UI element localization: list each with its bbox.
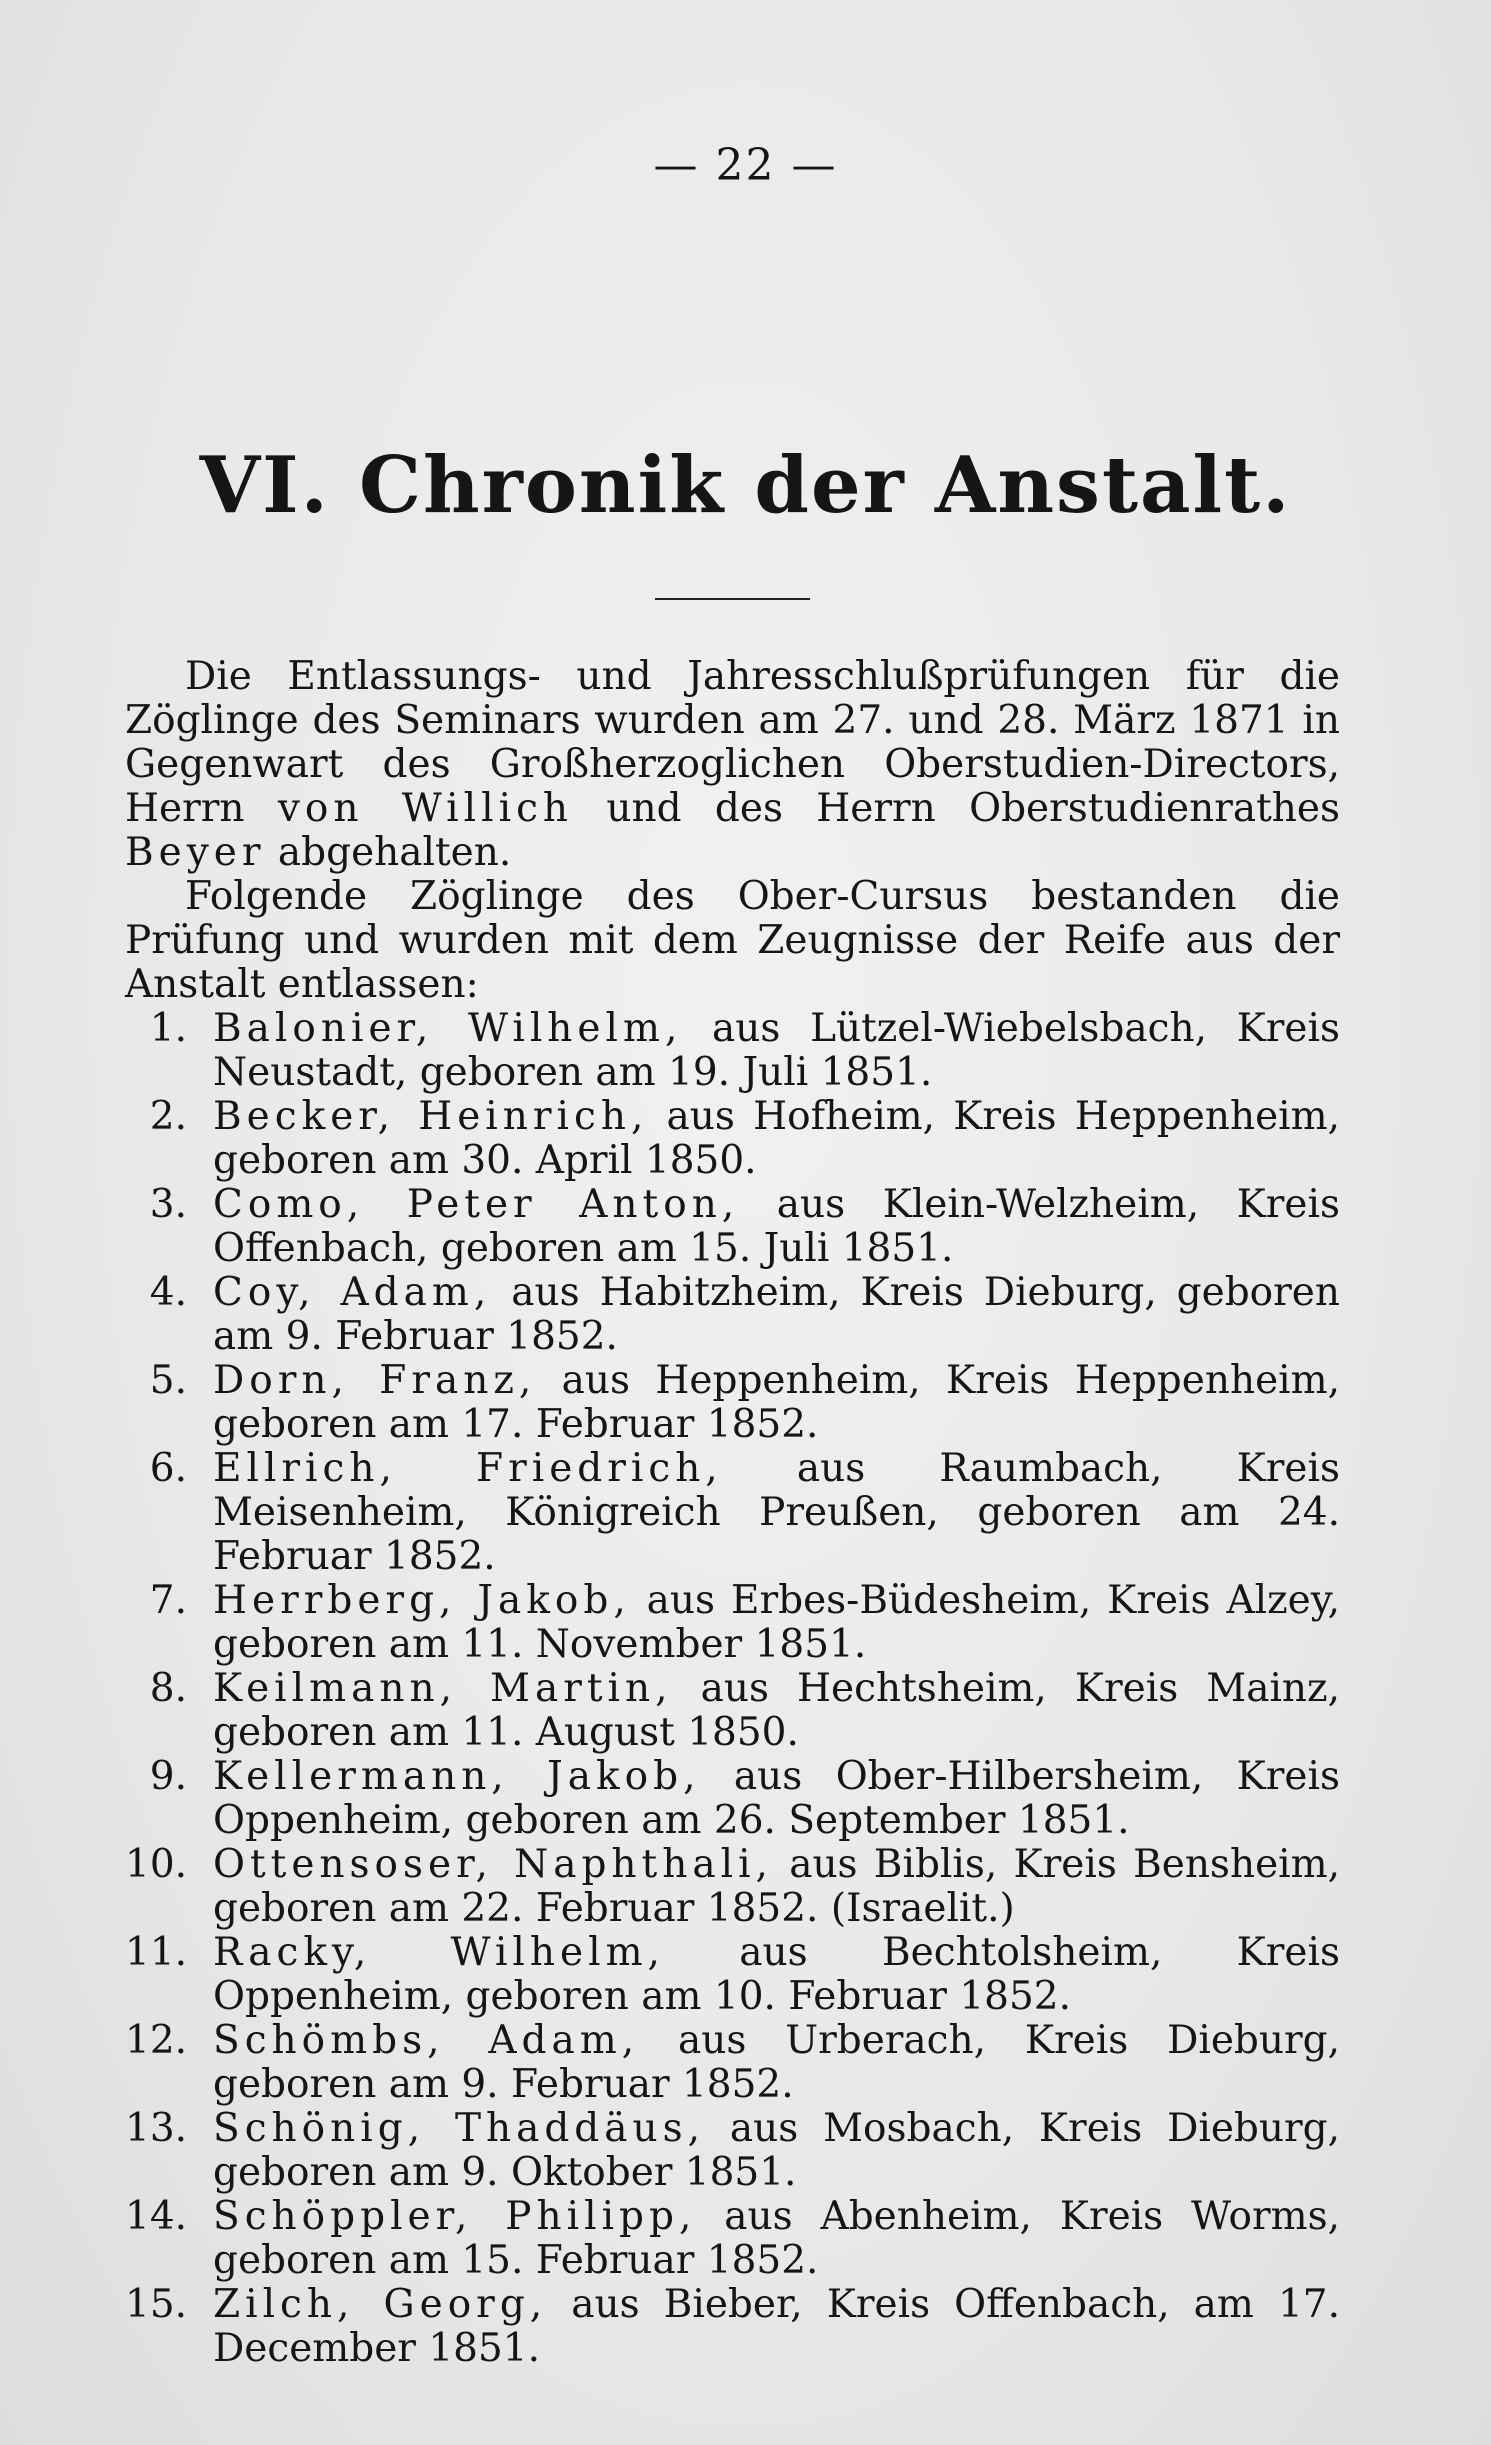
entry-details: aus Lützel-Wiebelsbach, Kreis Neustadt, geboren am 19. Juli 1851. [213,1006,1340,1095]
list-item [125,1447,1340,1579]
list-item [125,1183,1340,1271]
entry-name: Racky, Wilhelm, [213,1930,665,1975]
entry-name: Schömbs, Adam, [213,2018,640,2063]
entry-details: aus Biblis, Kreis Bensheim, geboren am 22. Februar 1852. (Israelit.) [213,1842,1340,1931]
entry-number: 13. [125,2106,188,2151]
list-item [125,1843,1340,1931]
entry-name: Ellrich, Friedrich, [213,1446,723,1491]
entry-number: 9. [149,1754,187,1799]
list-item [125,1095,1340,1183]
entry-details: aus Raumbach, Kreis Meisenheim, Königreich Preußen, geboren am 24. Februar 1852. [213,1446,1341,1579]
entry-number: 8. [149,1666,187,1711]
paragraph-graduates-intro: Folgende Zöglinge des Ober-Cursus bestanden die Prüfung und wurden mit dem Zeugnisse der Reife aus der Anstalt entlassen: [125,874,1340,1007]
page-number: — 22 — [653,140,838,191]
list-item [125,2195,1340,2283]
entry-details: aus Klein-Welzheim, Kreis Offenbach, geboren am 15. Juli 1851. [213,1182,1340,1271]
entry-number: 6. [149,1446,187,1491]
entry-name: Ottensoser, Naphthali, [213,1842,773,1887]
director-name: von Willich [277,786,574,831]
entry-name: Kellermann, Jakob, [213,1754,701,1799]
entry-number: 14. [125,2194,188,2239]
list-item [125,1271,1340,1359]
entry-number: 1. [149,1006,187,1051]
list-item [125,1359,1340,1447]
entry-details: aus Ober-Hilbersheim, Kreis Oppenheim, geboren am 26. September 1851. [213,1754,1340,1843]
entry-details: aus Hofheim, Kreis Heppenheim, geboren am 30. April 1850. [213,1094,1340,1183]
list-item [125,1007,1340,1095]
entry-number: 4. [149,1270,187,1315]
entry-name: Dorn, Franz, [213,1358,537,1403]
entry-details: aus Mosbach, Kreis Dieburg, geboren am 9. Oktober 1851. [213,2106,1341,2195]
entry-number: 3. [149,1182,187,1227]
entry-name: Schöppler, Philipp, [213,2194,697,2239]
entry-number: 10. [125,1842,188,1887]
section-title: VI. Chronik der Anstalt. [199,440,1292,531]
entry-details: aus Heppenheim, Kreis Heppenheim, geboren am 17. Februar 1852. [213,1358,1341,1447]
entry-details: aus Hechtsheim, Kreis Mainz, geboren am 11. August 1850. [213,1666,1340,1755]
graduate-list [125,1007,1340,2371]
entry-number: 11. [125,1930,188,1975]
entry-name: Coy, Adam, [213,1270,492,1315]
list-item [125,2283,1340,2371]
entry-details: aus Urberach, Kreis Dieburg, geboren am 9. Februar 1852. [213,2018,1341,2107]
entry-details: aus Habitzheim, Kreis Dieburg, geboren am 9. Februar 1852. [213,1270,1340,1359]
list-item [125,2107,1340,2195]
entry-details: aus Bechtolsheim, Kreis Oppenheim, geboren am 10. Februar 1852. [213,1930,1341,2019]
entry-name: Zilch, Georg, [213,2282,548,2327]
paragraph-exams: Die Entlassungs- und Jahresschlußprüfungen für die Zöglinge des Seminars wurden am 27. und 28. März 1871 in Gegenwart des Großherzoglichen Oberstudien-Directors, Herrn von Willich und des Herrn Oberstudienrathes Beyer abgehalten. [125,654,1340,875]
entry-number: 7. [149,1578,187,1623]
entry-name: Herrberg, Jakob, [213,1578,631,1623]
list-item [125,1755,1340,1843]
entry-name: Schönig, Thaddäus, [213,2106,706,2151]
entry-details: aus Bieber, Kreis Offenbach, am 17. December 1851. [213,2282,1340,2371]
entry-number: 15. [125,2282,188,2327]
councillor-name: Beyer [125,830,266,875]
list-item [125,2019,1340,2107]
entry-details: aus Abenheim, Kreis Worms, geboren am 15. Februar 1852. [213,2194,1340,2283]
entry-number: 2. [149,1094,187,1139]
entry-name: Keilmann, Martin, [213,1666,673,1711]
document-body [125,655,1340,2371]
list-item [125,1579,1340,1667]
entry-number: 5. [149,1358,187,1403]
list-item [125,1931,1340,2019]
list-item [125,1667,1340,1755]
entry-name: Becker, Heinrich, [213,1094,649,1139]
entry-name: Como, Peter Anton, [213,1182,740,1227]
entry-number: 12. [125,2018,188,2063]
title-divider [655,598,810,600]
entry-details: aus Erbes-Büdesheim, Kreis Alzey, geboren am 11. November 1851. [213,1578,1340,1667]
entry-name: Balonier, Wilhelm, [213,1006,683,1051]
